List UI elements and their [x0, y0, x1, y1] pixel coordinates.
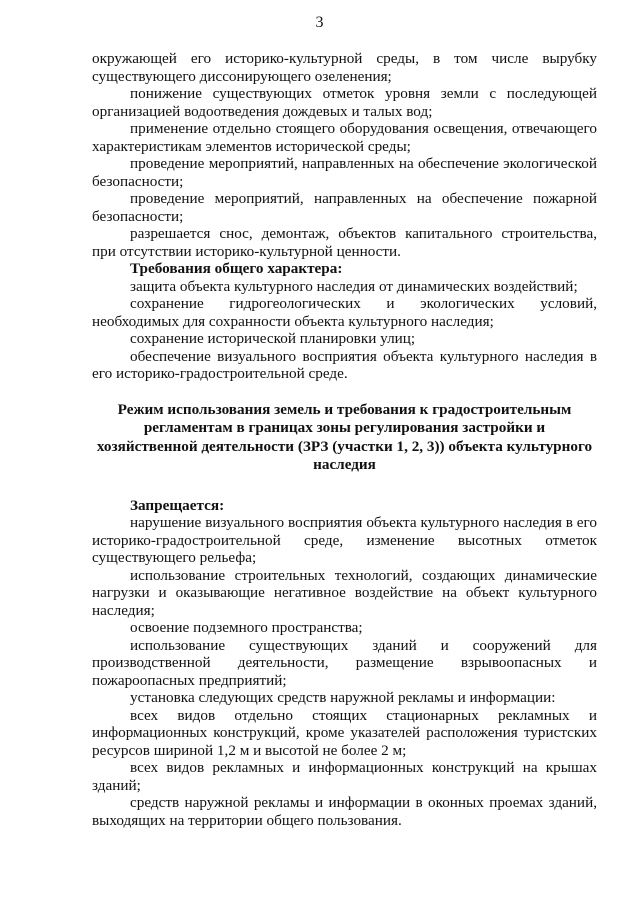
paragraph-demolition: разрешается снос, демонтаж, объектов капитального строительства, при отсутствии историко-культурной ценности.: [92, 225, 597, 260]
general-requirement-item: сохранение исторической планировки улиц;: [130, 330, 416, 347]
general-requirement-item: сохранение гидрогеологических и экологических условий, необходимых для сохранности объекта культурного наследия;: [92, 295, 597, 330]
paragraph-ecology: проведение мероприятий, направленных на обеспечение экологической безопасности;: [92, 155, 597, 190]
general-requirement-item: обеспечение визуального восприятия объекта культурного наследия в его историко-градостроительной среде.: [92, 347, 597, 382]
forbidden-item: нарушение визуального восприятия объекта культурного наследия в его историко-градостроительной среде, изменение высотных отметок существующего рельефа;: [92, 514, 597, 566]
forbidden-item: установка следующих средств наружной рекламы и информации:: [130, 689, 556, 706]
forbidden-item: средств наружной рекламы и информации в оконных проемах зданий, выходящих на территории общего пользования.: [92, 794, 597, 829]
forbidden-item: освоение подземного пространства;: [130, 619, 363, 636]
paragraph-lowering-ground: понижение существующих отметок уровня земли с последующей организацией водоотведения дождевых и талых вод;: [92, 85, 597, 120]
general-requirement-item: защита объекта культурного наследия от динамических воздействий;: [130, 277, 578, 295]
paragraph-lighting: применение отдельно стоящего оборудования освещения, отвечающего характеристикам элементов исторической среды;: [92, 120, 597, 155]
paragraph-continuation: окружающей его историко-культурной среды, в том числе вырубку существующего диссонирующего озеленения;: [92, 50, 597, 85]
forbidden-item: использование существующих зданий и сооружений для производственной деятельности, размещение взрывоопасных и пожароопасных предприятий;: [92, 636, 597, 689]
forbidden-item: использование строительных технологий, создающих динамические нагрузки и оказывающие негативное воздействие на объект культурного наследия;: [92, 566, 597, 619]
section-title: Режим использования земель и требования к градостроительным регламентам в границах зоны регулирования застройки и хозяйственной деятельности (ЗРЗ (участки 1, 2, 3)) объекта культурного наследия: [96, 400, 593, 473]
general-requirements-heading: Требования общего характера:: [130, 260, 343, 277]
paragraph-fire-safety: проведение мероприятий, направленных на обеспечение пожарной безопасности;: [92, 190, 597, 225]
document-body: [92, 50, 597, 829]
page-number: 3: [315, 14, 324, 31]
forbidden-heading: Запрещается:: [130, 496, 225, 514]
forbidden-item: всех видов отдельно стоящих стационарных рекламных и информационных конструкций, кроме указателей расположения туристских ресурсов шириной 1,2 м и высотой не более 2 м;: [92, 706, 597, 759]
forbidden-item: всех видов рекламных и информационных конструкций на крышах зданий;: [92, 759, 597, 794]
